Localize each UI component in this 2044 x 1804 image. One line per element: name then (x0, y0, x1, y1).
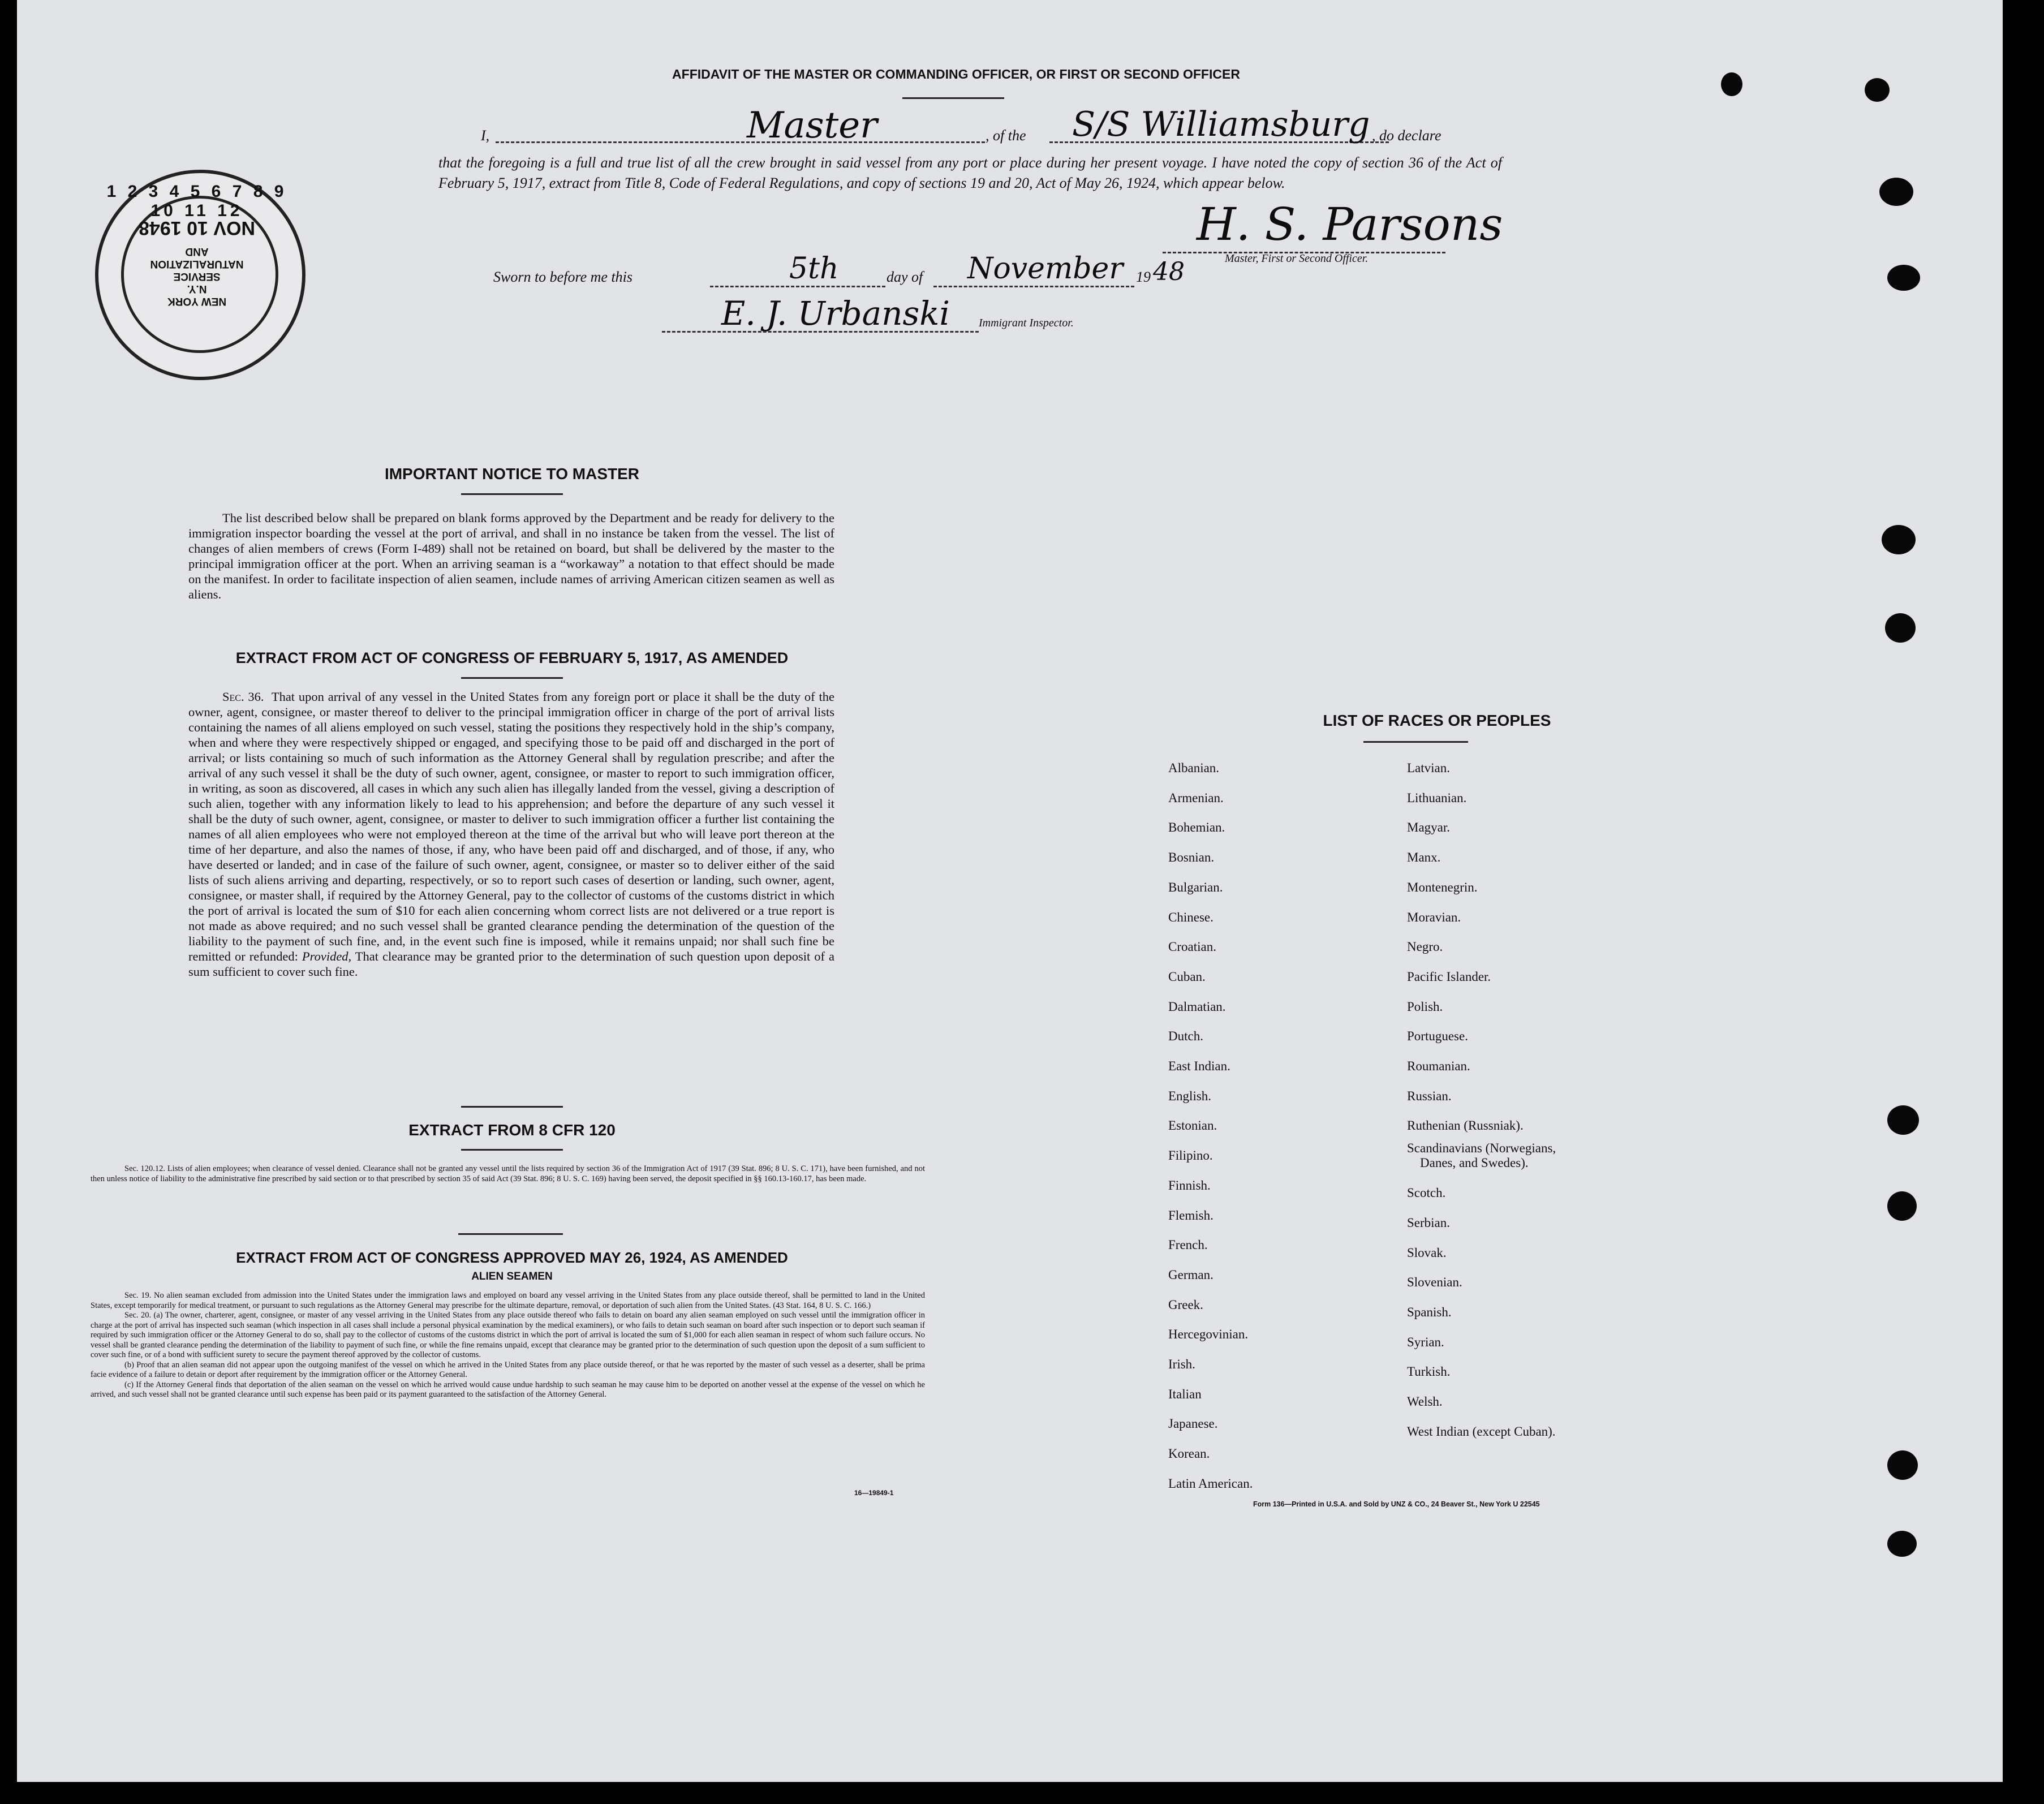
year-prefix: 19 (1136, 269, 1151, 285)
punch-hole (1882, 525, 1916, 554)
race-item: Russian. (1407, 1088, 1452, 1103)
sworn-label: Sworn to before me this (493, 269, 633, 285)
stamp-line-2: N.Y. (187, 283, 207, 295)
punch-hole (1887, 1105, 1919, 1135)
races-left-column (1168, 754, 1395, 1499)
sec20a-text: Sec. 20. (a) The owner, charterer, agent, consignee, or master of any vessel arriving in the United States from any place outside thereof who fails to detain on board any alien seaman employed on such vessel until the immigration officer in charge at the port of arrival has inspected such seaman (which inspection in all cases shall include a personal physical examination by the medical examiners), or who fails to detain such seaman on board after such inspection or to deport such seaman if required by such immigration officer or the Attorney General to do so, shall pay to the collector of customs of the customs district in which the port of arrival is located the sum of $1,000 for each alien seaman in respect of whom such failure occurs. No vessel shall be granted clearance pending the determination of the liability to payment of such fine, or while the fine remains unpaid, except that clearance may be granted prior to the determination of such question upon the deposit of a sum sufficient to cover such fine, or of a bond with sufficient surety to secure the payment thereof approved by the collector of customs. (91, 1311, 925, 1359)
race-item: Manx. (1407, 850, 1441, 865)
sec20b-text: (b) Proof that an alien seaman did not appear upon the outgoing manifest of the vessel on which he arrived in the United States from any place outside thereof, or that he was reported by the master of such vessel as a deserter, shall be prima facie evidence of a failure to detain or deport after requirement by the immigration officer or the Attorney General. (91, 1360, 925, 1379)
race-item: Bulgarian. (1168, 880, 1223, 894)
race-item: Finnish. (1168, 1178, 1211, 1192)
race-item: French. (1168, 1238, 1208, 1252)
notice-title: IMPORTANT NOTICE TO MASTER (384, 465, 640, 483)
race-item: Scotch. (1407, 1186, 1446, 1200)
punch-hole (1887, 1191, 1917, 1221)
extract-1924-title: EXTRACT FROM ACT OF CONGRESS APPROVED MAY 26, 1924, AS AMENDED (236, 1249, 788, 1266)
cfr-rule (461, 1149, 563, 1151)
do-declare-label: , do declare (1372, 127, 1441, 144)
race-item: Bosnian. (1168, 850, 1215, 865)
document-page (17, 0, 2003, 1782)
race-item: Irish. (1168, 1357, 1195, 1372)
master-line (496, 141, 985, 143)
race-item: Dutch. (1168, 1029, 1203, 1044)
punch-hole (1887, 265, 1920, 291)
punch-hole (1885, 613, 1916, 643)
race-item: Latin American. (1168, 1476, 1253, 1491)
sec36-text-end: That clearance may be granted prior to the determination of such question upon deposit of a sum sufficient to cover such fine. (188, 949, 834, 979)
race-item: Ruthenian (Russniak). (1407, 1118, 1524, 1133)
race-item: Chinese. (1168, 910, 1214, 924)
notice-rule (461, 493, 563, 495)
race-item: Roumanian. (1407, 1059, 1470, 1074)
race-item: Serbian. (1407, 1215, 1451, 1230)
race-item: Croatian. (1168, 940, 1216, 954)
race-item: Slovenian. (1407, 1275, 1462, 1290)
stamp-date: NOV 10 1948 (138, 217, 256, 239)
extract-1917-rule (461, 677, 563, 679)
race-item: Syrian. (1407, 1334, 1444, 1349)
affidavit-body: that the foregoing is a full and true list of all the crew brought in said vessel from any port or place during her present voyage. I have noted the copy of section 36 of the Act of February 5, 1917, extract from Title 8, Code of Federal Regulations, and copy of sections 19 and 20, Act of May 26, 1924, which appear below. (438, 154, 1502, 191)
race-item: Spanish. (1407, 1304, 1452, 1319)
stamp-line-4: NATURALIZATION (150, 258, 244, 270)
title-rule (902, 97, 1004, 99)
affidavit-title: AFFIDAVIT OF THE MASTER OR COMMANDING OFFICER, OR FIRST OR SECOND OFFICER (672, 67, 1240, 81)
race-item: Greek. (1168, 1297, 1203, 1312)
provided-word: Provided, (302, 949, 352, 963)
sec36-text: That upon arrival of any vessel in the United States from any foreign port or place it shall be the duty of the owner, agent, consignee, or master thereof to deliver to the principal immigration officer in charge of the port of arrival lists containing the names of all aliens employed on such vessel, stating the positions they respectively hold in the ship’s company, when and where they were respectively shipped or engaged, and specifying those to be paid off and discharged in the port of arrival; or lists containing so much of such information as the Attorney General shall by regulation prescribe; and after the arrival of any such vessel it shall be the duty of such owner, agent, consignee, or master to report to such immigration officer, in writing, as soon as discovered, all cases in which any such alien has illegally landed from the vessel, giving a description of such alien, together with any information likely to lead to his apprehension; and before the departure of any such vessel it shall be the duty of such owner, agent, consignee, or master to deliver to such immigration officer a further list containing the names of all alien employees who were not employed thereon at the time of the arrival but who will leave port thereon at the time of her departure, and also the names of those, if any, who have been paid off and discharged, and of those, if any, who have deserted or landed; and in case of the failure of such owner, agent, consignee, or master so to deliver either of the said lists of such aliens arriving and departing, respectively, or so to report such cases of desertion or landing, such owner, agent, consignee, or master shall, if required by the Attorney General, pay to the collector of customs of the customs district in which the port of arrival is located the sum of $10 for each alien concerning whom correct lists are not delivered or a true report is not made as above required; and no such vessel shall be granted clearance pending the determination of the question of the liability to the payment of such fine, and, in the event such fine is imposed, while it remains unpaid; nor shall such fine be remitted or refunded: (188, 690, 834, 963)
sec19-text: Sec. 19. No alien seaman excluded from admission into the United States under the immigration laws and employed on board any vessel arriving in the United States from any place outside thereof, shall be permitted to land in the United States, except temporarily for medical treatment, or pursuant to such regulations as the Attorney General may prescribe for the ultimate departure, removal, or deportation of such alien from the United States. (43 Stat. 164, 8 U. S. C. 166.) (91, 1291, 925, 1310)
sworn-day-handwritten: 5th (789, 252, 839, 286)
race-item: Flemish. (1168, 1208, 1214, 1222)
race-item: Hercegovinian. (1168, 1327, 1249, 1342)
cfr-text: Sec. 120.12. Lists of alien employees; when clearance of vessel denied. Clearance shall not be granted any vessel until the lists required by section 36 of the Immigration Act of 1917 (39 Stat. 896; 8 U. S. C. 171), have been furnished, and not then unless notice of liability to the administrative fine prescribed by said section or to that prescribed by section 35 of said Act (39 Stat. 896; 8 U. S. C. 169) having been served, the deposit specified in §§ 160.13-160.17, has been made. (91, 1164, 925, 1183)
of-the-label: , of the (986, 127, 1026, 144)
master-signature: H. S. Parsons (1197, 198, 1503, 251)
notice-text: The list described below shall be prepared on blank forms approved by the Department and be ready for delivery to the immigration inspector boarding the vessel at the port of arrival, and shall in no instance be taken from the vessel. The list of changes of alien members of crews (Form I-489) shall not be retained on board, but shall be delivered by the master to the principal immigration officer at the port. When an arriving seaman is a “workaway” a notation to that effect should be made on the manifest. In order to facilitate inspection of alien seamen, include names of arriving American citizen seamen as well as aliens. (188, 511, 834, 601)
race-item: Slovak. (1407, 1245, 1447, 1260)
race-item: Magyar. (1407, 820, 1451, 835)
race-item: Dalmatian. (1168, 999, 1226, 1014)
race-item: Portuguese. (1407, 1029, 1468, 1044)
race-item: Pacific Islander. (1407, 969, 1491, 984)
stamp-line-5: AND (185, 246, 209, 257)
race-item: German. (1168, 1267, 1214, 1282)
race-item: Negro. (1407, 940, 1443, 954)
stamp-rim-numbers: 1 2 3 4 5 6 7 8 9 10 11 12 (106, 182, 287, 220)
cfr-body (91, 1164, 925, 1184)
race-item: Italian (1168, 1387, 1202, 1401)
races-right-column (1407, 754, 1667, 1446)
stamp-line-3: SERVICE (173, 270, 221, 282)
master-handwritten: Master (747, 105, 877, 147)
affidavit-i-label: I, (481, 127, 490, 144)
punch-hole (1887, 1450, 1918, 1480)
race-item: Cuban. (1168, 969, 1206, 984)
race-item: Filipino. (1168, 1148, 1213, 1163)
extract-1924-body (91, 1291, 925, 1400)
sec20c-text: (c) If the Attorney General finds that deportation of the alien seaman on the vessel on which he arrived would cause undue hardship to such seaman he may cause him to be deported on another vessel at the expense of the vessel on which he arrived, and such vessel shall not be granted clearance until such expense has been paid or its payment guaranteed to the satisfaction of the Attorney General. (91, 1380, 925, 1399)
race-item: Moravian. (1407, 910, 1461, 924)
sec36-label: Sec. 36. (222, 690, 264, 704)
form-code: 16—19849-1 (854, 1489, 894, 1497)
stamp-text-block (132, 216, 261, 307)
race-item: Welsh. (1407, 1394, 1443, 1409)
sworn-month-line (933, 286, 1134, 287)
race-item: Lithuanian. (1407, 790, 1467, 805)
day-of-label: day of (887, 269, 923, 285)
form-printer-line: Form 136—Printed in U.S.A. and Sold by UNZ & CO., 24 Beaver St., New York U 22545 (1253, 1500, 1540, 1508)
inspector-line (662, 331, 979, 333)
race-item: East Indian. (1168, 1059, 1230, 1074)
race-item: Japanese. (1168, 1416, 1218, 1431)
signature-caption: Master, First or Second Officer. (1225, 252, 1369, 265)
race-item: Montenegrin. (1407, 880, 1478, 894)
inspector-signature: E. J. Urbanski (721, 294, 950, 333)
extract-1917-title: EXTRACT FROM ACT OF CONGRESS OF FEBRUARY 5, 1917, AS AMENDED (235, 649, 789, 666)
extract-1917-body (188, 689, 834, 979)
immigration-date-stamp (95, 170, 305, 380)
extract-1924-top-rule (458, 1233, 563, 1235)
punch-hole (1865, 78, 1890, 102)
race-item: Latvian. (1407, 761, 1450, 775)
punch-hole (1879, 178, 1913, 206)
race-item: Albanian. (1168, 761, 1220, 775)
year-handwritten: 48 (1153, 257, 1185, 286)
cfr-top-rule (461, 1106, 563, 1108)
extract-1924-subtitle: ALIEN SEAMEN (471, 1271, 553, 1282)
sworn-day-line (710, 286, 885, 287)
races-title: LIST OF RACES OR PEOPLES (1323, 712, 1551, 729)
punch-hole (1721, 72, 1742, 96)
race-item: English. (1168, 1088, 1212, 1103)
notice-body (188, 510, 834, 602)
punch-hole (1887, 1531, 1917, 1557)
inspector-caption: Immigrant Inspector. (979, 317, 1074, 329)
sworn-month-handwritten: November (967, 252, 1124, 286)
race-item: West Indian (except Cuban). (1407, 1424, 1556, 1439)
vessel-handwritten: S/S Williamsburg (1072, 105, 1370, 144)
cfr-title: EXTRACT FROM 8 CFR 120 (408, 1121, 616, 1139)
race-item: Scandinavians (Norwegians, Danes, and Swedes). (1407, 1141, 1556, 1170)
race-item: Bohemian. (1168, 820, 1225, 835)
race-item: Polish. (1407, 999, 1443, 1014)
races-rule (1363, 741, 1468, 743)
race-item: Turkish. (1407, 1364, 1451, 1379)
race-item: Estonian. (1168, 1118, 1217, 1133)
race-item: Korean. (1168, 1446, 1210, 1461)
stamp-line-1: NEW YORK (167, 295, 227, 307)
race-item: Armenian. (1168, 790, 1224, 805)
